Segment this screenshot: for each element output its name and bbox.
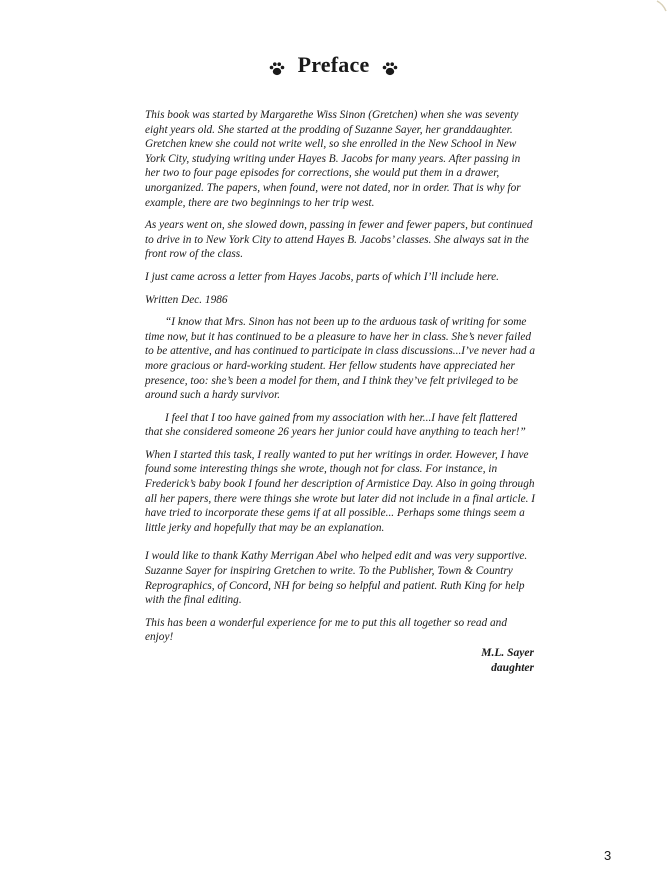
signature-name: M.L. Sayer [481,647,534,659]
paragraph: I would like to thank Kathy Merrigan Abel who helped edit and was very supportive. Suzanne Sayer for inspiring Gretchen to write. To the Publisher, Town & Country Reprographics, of Concord, NH for being so helpful and patient. Ruth King for help with the final editing. [145,550,528,607]
corner-scan-mark [655,0,667,12]
paragraph: This has been a wonderful experience for me to put this all together so read and enjoy! [145,616,507,644]
paragraph: When I started this task, I really wanted to put her writings in order. However, I have found some interesting things she wrote, though not for class. For instance, in Frederick’s baby book I found her description of Armistice Day. Also in going through all her papers, there were things she wrote but later did not include in a final article. I have tried to incorporate these gems if at all possible... Perhaps some things seem a little jerky and hopefully that may be an explanation. [145,448,536,534]
paw-print-icon [268,57,286,73]
signature-block [481,646,534,676]
paragraph: As years went on, she slowed down, passing in fewer and fewer papers, but continued to drive in to New York City to attend Hayes B. Jacobs’ classes. She always sat in the front row of the class. [145,219,533,261]
letter-date: Written Dec. 1986 [145,293,228,306]
signature-role: daughter [491,662,534,674]
letter-quote: I feel that I too have gained from my association with her...I have felt flattered that she considered someone 26 years her junior could have anything to teach her!” [145,411,526,439]
paw-print-icon [381,57,399,73]
paragraph: I just came across a letter from Hayes Jacobs, parts of which I’ll include here. [145,270,499,283]
preface-body [145,108,535,653]
letter-quote: “I know that Mrs. Sinon has not been up to the arduous task of writing for some time now, but it has continued to be a pleasure to have her in class. She’s never failed to be attentive, and has continued to participate in class discussions...I’ve never had a more gracious or hard-working student. Her fellow students have appreciated her presence, too: she’s been a model for them, and I think they’ve felt privileged to be around such a hardy survivor. [145,316,535,402]
page-header [0,50,667,78]
page-title: Preface [297,51,370,77]
page-number: 3 [604,848,612,863]
paragraph: This book was started by Margarethe Wiss Sinon (Gretchen) when she was seventy eight years old. She started at the prodding of Suzanne Sayer, her granddaughter. Gretchen knew she could not write well, so she enrolled in the New School in New York City, studying writing under Hayes B. Jacobs for many years. After passing in her two to four page episodes for corrections, she would put them in a drawer, unorganized. The papers, when found, were not dated, nor in order. That is why for example, there are two beginnings to her trip west. [145,109,521,209]
